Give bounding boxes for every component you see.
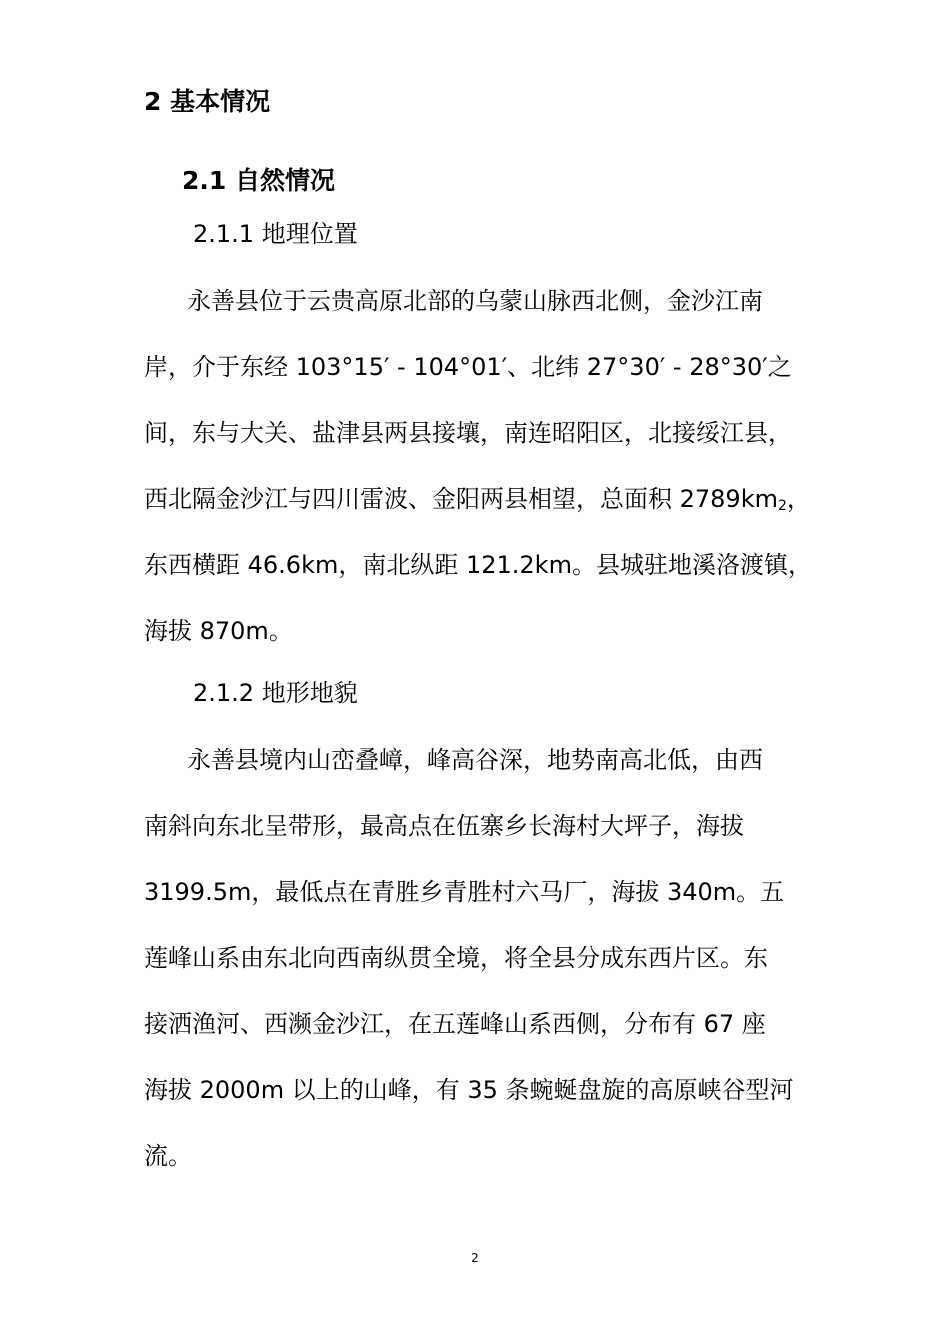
paragraph-line: 海拔 870m。	[144, 617, 293, 645]
subsection-heading-terrain: 2.1.2 地形地貌	[193, 679, 358, 707]
subsection-heading-location: 2.1.1 地理位置	[193, 220, 358, 248]
section-heading: 2.1 自然情况	[182, 166, 335, 195]
paragraph-line: 东西横距 46.6km，南北纵距 121.2km。县城驻地溪洛渡镇，	[144, 551, 812, 579]
paragraph-line: 莲峰山系由东北向西南纵贯全境，将全县分成东西片区。东	[144, 944, 768, 972]
chapter-heading: 2 基本情况	[144, 87, 271, 116]
page-number: 2	[471, 1251, 479, 1265]
paragraph-line: 流。	[144, 1142, 192, 1170]
paragraph-line: 接洒渔河、西濒金沙江，在五莲峰山系西侧，分布有 67 座	[144, 1010, 766, 1038]
paragraph-line: 永善县境内山峦叠嶂，峰高谷深，地势南高北低，由西	[187, 746, 763, 774]
paragraph-line: 间，东与大关、盐津县两县接壤，南连昭阳区，北接绥江县，	[144, 419, 792, 447]
paragraph-line: 岸，介于东经 103°15′ - 104°01′、北纬 27°30′ - 28°30′之	[144, 353, 792, 381]
paragraph-line: 永善县位于云贵高原北部的乌蒙山脉西北侧，金沙江南	[187, 287, 763, 315]
paragraph-line-area	[144, 466, 812, 532]
area-unit-superscript: 2	[777, 498, 787, 514]
paragraph-location	[144, 268, 812, 664]
area-line-tail: ，	[786, 485, 811, 513]
paragraph-line: 海拔 2000m 以上的山峰，有 35 条蜿蜒盘旋的高原峡谷型河	[144, 1076, 794, 1104]
paragraph-line: 南斜向东北呈带形，最高点在伍寨乡长海村大坪子，海拔	[144, 812, 744, 840]
paragraph-terrain	[144, 727, 812, 1189]
paragraph-line: 3199.5m，最低点在青胜乡青胜村六马厂，海拔 340m。五	[144, 878, 785, 906]
area-text: 西北隔金沙江与四川雷波、金阳两县相望，总面积 2789km	[144, 485, 778, 513]
